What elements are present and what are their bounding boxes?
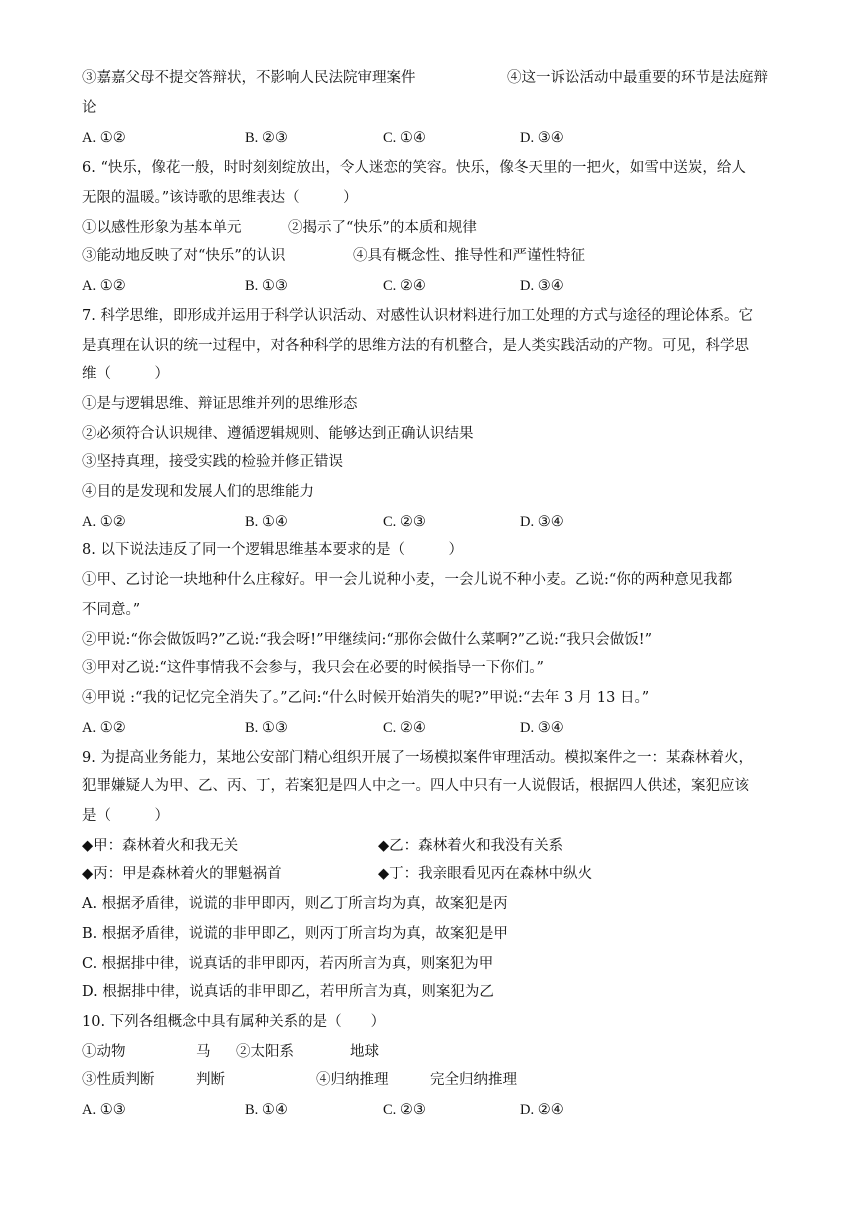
q8-statement-2: ②甲说:“你会做饭吗?”乙说:“我会呀!”甲继续问:“那你会做什么菜啊?”乙说:“我只会做饭!” bbox=[82, 632, 653, 648]
q6-statement-2: ②揭示了“快乐”的本质和规律 bbox=[288, 220, 477, 236]
q8-statement-1-cont: 不同意。” bbox=[82, 602, 141, 618]
q9-stem-line-3: 是（ ） bbox=[82, 808, 169, 824]
q9-option-a[interactable]: A. 根据矛盾律，说谎的非甲即丙，则乙丁所言均为真，故案犯是丙 bbox=[82, 896, 508, 912]
q7-option-c[interactable]: C. ②③ bbox=[383, 514, 426, 530]
q7-option-b[interactable]: B. ①④ bbox=[245, 514, 288, 530]
q7-stem-line-2: 是真理在认识的统一过程中，对各种科学的思维方法的有机整合，是人类实践活动的产物。可见，科学思 bbox=[82, 338, 749, 354]
q7-option-d[interactable]: D. ③④ bbox=[520, 514, 564, 530]
q10-pair-1-concept-a: ①动物 bbox=[82, 1044, 126, 1060]
q5-statement-3: ③嘉嘉父母不提交答辩状，不影响人民法院审理案件 bbox=[82, 70, 416, 86]
q10-option-c[interactable]: C. ②③ bbox=[383, 1102, 426, 1118]
q8-stem: 8. 以下说法违反了同一个逻辑思维基本要求的是（ ） bbox=[82, 542, 463, 558]
q9-statement-jia: ◆甲：森林着火和我无关 bbox=[82, 838, 239, 854]
q5-statement-4: ④这一诉讼活动中最重要的环节是法庭辩 bbox=[507, 70, 768, 86]
q6-option-a[interactable]: A. ①② bbox=[82, 278, 126, 294]
q5-option-b[interactable]: B. ②③ bbox=[245, 130, 288, 146]
q8-option-b[interactable]: B. ①③ bbox=[245, 720, 288, 736]
q10-pair-4-concept-a: ④归纳推理 bbox=[316, 1072, 389, 1088]
q8-statement-3: ③甲对乙说:“这件事情我不会参与，我只会在必要的时候指导一下你们。” bbox=[82, 660, 544, 676]
q7-stem-line-3: 维（ ） bbox=[82, 366, 169, 382]
q10-option-b[interactable]: B. ①④ bbox=[245, 1102, 288, 1118]
q10-pair-3-concept-a: ③性质判断 bbox=[82, 1072, 155, 1088]
q8-option-c[interactable]: C. ②④ bbox=[383, 720, 426, 736]
q8-statement-4: ④甲说 :“我的记忆完全消失了。”乙问:“什么时候开始消失的呢?”甲说:“去年 3 月 13 日。” bbox=[82, 690, 650, 706]
q9-stem-line-1: 9. 为提高业务能力，某地公安部门精心组织开展了一场模拟案件审理活动。模拟案件之一：某森林着火， bbox=[82, 750, 753, 766]
q6-option-b[interactable]: B. ①③ bbox=[245, 278, 288, 294]
q9-stem-line-2: 犯罪嫌疑人为甲、乙、丙、丁，若案犯是四人中之一。四人中只有一人说假话，根据四人供述，案犯应该 bbox=[82, 778, 749, 794]
q9-option-c[interactable]: C. 根据排中律，说真话的非甲即丙，若丙所言为真，则案犯为甲 bbox=[82, 956, 494, 972]
q7-statement-3: ③坚持真理，接受实践的检验并修正错误 bbox=[82, 454, 343, 470]
q6-stem-line-1: 6. “快乐，像花一般，时时刻刻绽放出，令人迷恋的笑容。快乐，像冬天里的一把火，如雪中送炭，给人 bbox=[82, 160, 746, 176]
q8-option-a[interactable]: A. ①② bbox=[82, 720, 126, 736]
q10-pair-1-concept-b: 马 bbox=[196, 1044, 211, 1060]
q10-pair-2-concept-a: ②太阳系 bbox=[236, 1044, 294, 1060]
q6-stem-line-2: 无限的温暖。”该诗歌的思维表达（ ） bbox=[82, 190, 358, 206]
q10-pair-2-concept-b: 地球 bbox=[350, 1044, 379, 1060]
q9-statement-bing: ◆丙：甲是森林着火的罪魁祸首 bbox=[82, 866, 282, 882]
q7-statement-4: ④目的是发现和发展人们的思维能力 bbox=[82, 484, 314, 500]
q9-statement-ding: ◆丁：我亲眼看见丙在森林中纵火 bbox=[378, 866, 593, 882]
q6-option-d[interactable]: D. ③④ bbox=[520, 278, 564, 294]
q7-statement-2: ②必须符合认识规律、遵循逻辑规则、能够达到正确认识结果 bbox=[82, 426, 474, 442]
q9-option-d[interactable]: D. 根据排中律，说真话的非甲即乙，若甲所言为真，则案犯为乙 bbox=[82, 984, 494, 1000]
q6-statement-1: ①以感性形象为基本单元 bbox=[82, 220, 242, 236]
q10-option-d[interactable]: D. ②④ bbox=[520, 1102, 564, 1118]
q10-pair-4-concept-b: 完全归纳推理 bbox=[430, 1072, 517, 1088]
q5-option-a[interactable]: A. ①② bbox=[82, 130, 126, 146]
q7-option-a[interactable]: A. ①② bbox=[82, 514, 126, 530]
q5-option-d[interactable]: D. ③④ bbox=[520, 130, 564, 146]
q5-statement-4-cont: 论 bbox=[82, 100, 97, 116]
q10-option-a[interactable]: A. ①③ bbox=[82, 1102, 126, 1118]
q6-statement-3: ③能动地反映了对“快乐”的认识 bbox=[82, 248, 286, 264]
q7-statement-1: ①是与逻辑思维、辩证思维并列的思维形态 bbox=[82, 396, 358, 412]
q9-statement-yi: ◆乙：森林着火和我没有关系 bbox=[378, 838, 564, 854]
q7-stem-line-1: 7. 科学思维，即形成并运用于科学认识活动、对感性认识材料进行加工处理的方式与途径的理论体系。它 bbox=[82, 308, 753, 324]
q8-statement-1: ①甲、乙讨论一块地种什么庄稼好。甲一会儿说种小麦，一会儿说不种小麦。乙说:“你的两种意见我都 bbox=[82, 572, 733, 588]
q10-pair-3-concept-b: 判断 bbox=[196, 1072, 225, 1088]
q9-option-b[interactable]: B. 根据矛盾律，说谎的非甲即乙，则丙丁所言均为真，故案犯是甲 bbox=[82, 926, 508, 942]
q5-option-c[interactable]: C. ①④ bbox=[383, 130, 426, 146]
q10-stem: 10. 下列各组概念中具有属种关系的是（ ） bbox=[82, 1014, 386, 1030]
q6-option-c[interactable]: C. ②④ bbox=[383, 278, 426, 294]
q8-option-d[interactable]: D. ③④ bbox=[520, 720, 564, 736]
q6-statement-4: ④具有概念性、推导性和严谨性特征 bbox=[353, 248, 585, 264]
